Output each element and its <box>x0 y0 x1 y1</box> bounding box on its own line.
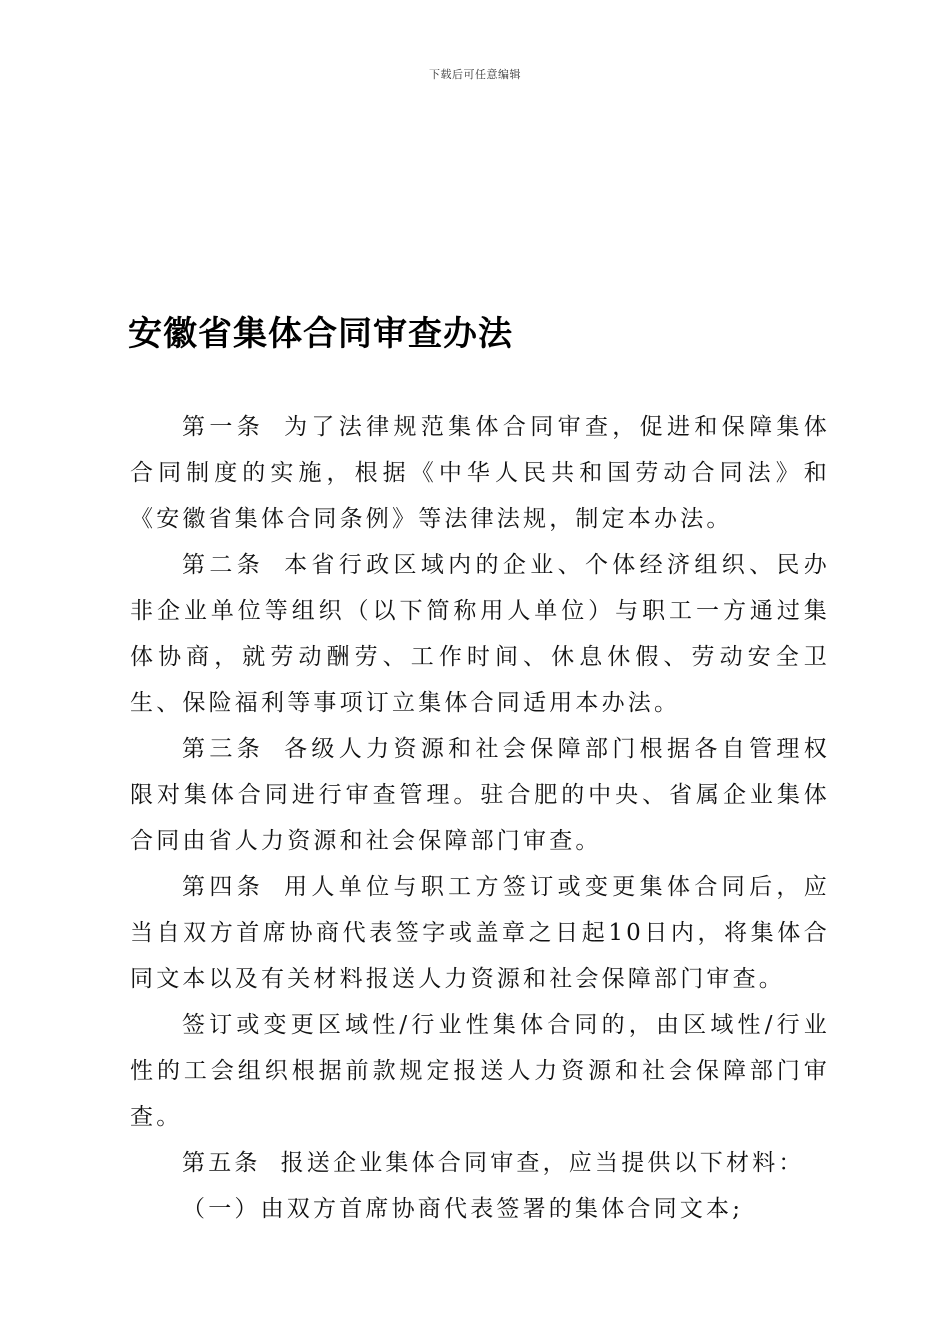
article-5-paragraph <box>130 1140 830 1186</box>
article-number: 第五条 <box>182 1150 261 1176</box>
article-number: 第二条 <box>182 552 265 578</box>
article-number: 第四条 <box>182 874 265 900</box>
article-4-continuation-paragraph <box>130 1002 830 1140</box>
article-5-item-1 <box>130 1186 830 1232</box>
article-text: 本省行政区域内的企业、个体经济组织、民办非企业单位等组织（以下简称用人单位）与职工一方通过集体协商，就劳动酬劳、工作时间、休息休假、劳动安全卫生、保险福利等事项订立集体合同适用本办法。 <box>130 552 830 716</box>
article-text: 用人单位与职工方签订或变更集体合同后，应当自双方首席协商代表签字或盖章之日起10日内，将集体合同文本以及有关材料报送人力资源和社会保障部门审查。 <box>130 874 830 992</box>
article-text: 签订或变更区域性/行业性集体合同的，由区域性/行业性的工会组织根据前款规定报送人力资源和社会保障部门审查。 <box>130 1012 830 1130</box>
article-2-paragraph <box>130 542 830 726</box>
document-title: 安徽省集体合同审查办法 <box>128 314 513 354</box>
article-text: 为了法律规范集体合同审查，促进和保障集体合同制度的实施，根据《中华人民共和国劳动合同法》和《安徽省集体合同条例》等法律法规，制定本办法。 <box>130 414 830 532</box>
article-text: 报送企业集体合同审查，应当提供以下材料： <box>280 1150 805 1176</box>
article-number: 第三条 <box>182 736 265 762</box>
article-1-paragraph <box>130 404 830 542</box>
header-note: 下载后可任意编辑 <box>429 68 521 81</box>
article-3-paragraph <box>130 726 830 864</box>
article-4-paragraph <box>130 864 830 1002</box>
list-item-text: （一）由双方首席协商代表签署的集体合同文本; <box>182 1196 744 1222</box>
article-number: 第一条 <box>182 414 265 440</box>
document-body <box>130 404 830 1232</box>
article-text: 各级人力资源和社会保障部门根据各自管理权限对集体合同进行审查管理。驻合肥的中央、省属企业集体合同由省人力资源和社会保障部门审查。 <box>130 736 830 854</box>
